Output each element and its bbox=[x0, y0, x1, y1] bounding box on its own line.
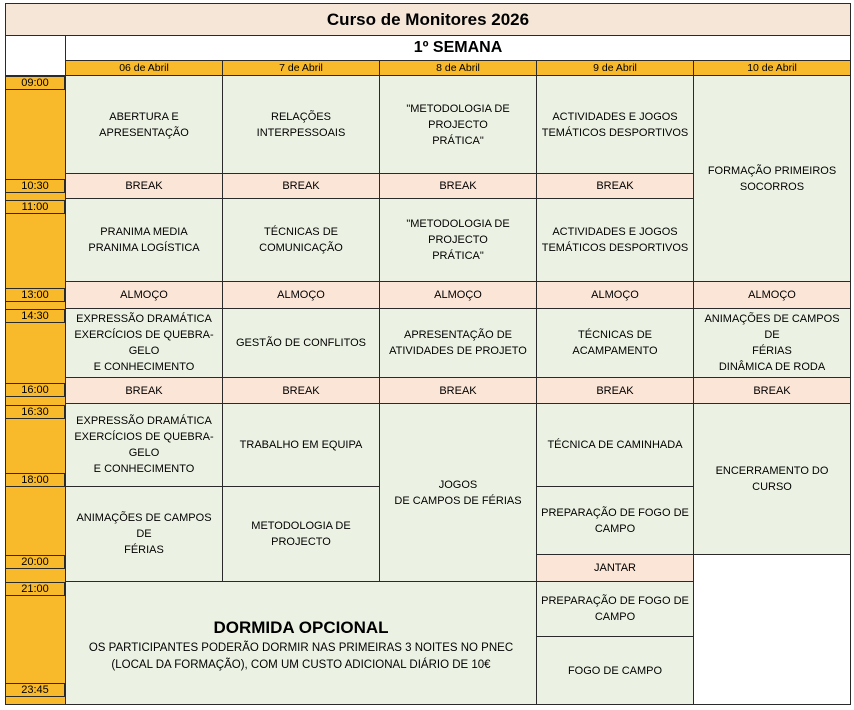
break-cell: BREAK bbox=[693, 377, 851, 404]
day-header-3: 8 de Abril bbox=[379, 60, 537, 76]
time-label: 14:30 bbox=[5, 309, 65, 323]
session-cell: FORMAÇÃO PRIMEIROS SOCORROS bbox=[693, 75, 851, 282]
lunch-cell: ALMOÇO bbox=[693, 281, 851, 309]
break-cell: BREAK bbox=[379, 173, 537, 199]
lunch-cell: ALMOÇO bbox=[65, 281, 223, 309]
time-label: 18:00 bbox=[5, 473, 65, 487]
empty-cell bbox=[693, 554, 851, 705]
break-cell: BREAK bbox=[65, 377, 223, 404]
lunch-cell: ALMOÇO bbox=[222, 281, 380, 309]
time-label: 11:00 bbox=[5, 200, 65, 214]
break-cell: BREAK bbox=[65, 173, 223, 199]
lunch-cell: ALMOÇO bbox=[536, 281, 694, 309]
day-header-2: 7 de Abril bbox=[222, 60, 380, 76]
session-cell: GESTÃO DE CONFLITOS bbox=[222, 308, 380, 378]
dormida-title: DORMIDA OPCIONAL bbox=[213, 618, 389, 637]
session-cell: PREPARAÇÃO DE FOGO DE CAMPO bbox=[536, 486, 694, 555]
time-label: 16:30 bbox=[5, 405, 65, 419]
break-cell: BREAK bbox=[379, 377, 537, 404]
break-cell: BREAK bbox=[536, 377, 694, 404]
session-cell: APRESENTAÇÃO DE ATIVIDADES DE PROJETO bbox=[379, 308, 537, 378]
session-cell: TÉCNICAS DE COMUNICAÇÃO bbox=[222, 198, 380, 282]
session-cell: TÉCNICA DE CAMINHADA bbox=[536, 403, 694, 487]
corner-blank-cell bbox=[5, 35, 66, 76]
session-cell: TÉCNICAS DE ACAMPAMENTO bbox=[536, 308, 694, 378]
session-cell: TRABALHO EM EQUIPA bbox=[222, 403, 380, 487]
session-cell: ACTIVIDADES E JOGOS TEMÁTICOS DESPORTIVOS bbox=[536, 198, 694, 282]
week-header: 1º SEMANA bbox=[65, 35, 851, 61]
time-label: 13:00 bbox=[5, 288, 65, 302]
session-cell: ABERTURA E APRESENTAÇÃO bbox=[65, 75, 223, 174]
lunch-cell: ALMOÇO bbox=[379, 281, 537, 309]
session-cell: ANIMAÇÕES DE CAMPOS DE FÉRIAS DINÂMICA DE RODA bbox=[693, 308, 851, 378]
session-cell: METODOLOGIA DE PROJECTO bbox=[222, 486, 380, 582]
dinner-cell: JANTAR bbox=[536, 554, 694, 582]
session-cell: PREPARAÇÃO DE FOGO DE CAMPO bbox=[536, 581, 694, 637]
break-cell: BREAK bbox=[536, 173, 694, 199]
break-cell: BREAK bbox=[222, 173, 380, 199]
day-header-4: 9 de Abril bbox=[536, 60, 694, 76]
session-cell: "METODOLOGIA DE PROJECTO PRÁTICA" bbox=[379, 75, 537, 174]
day-header-1: 06 de Abril bbox=[65, 60, 223, 76]
dormida-text: OS PARTICIPANTES PODERÃO DORMIR NAS PRIMEIRAS 3 NOITES NO PNEC (LOCAL DA FORMAÇÃO), COM UM CUSTO ADICIONAL DIÁRIO DE 10€ bbox=[88, 642, 514, 671]
session-cell: "METODOLOGIA DE PROJECTO PRÁTICA" bbox=[379, 198, 537, 282]
session-cell: PRANIMA MEDIA PRANIMA LOGÍSTICA bbox=[65, 198, 223, 282]
time-label: 16:00 bbox=[5, 383, 65, 397]
time-label: 21:00 bbox=[5, 582, 65, 596]
break-cell: BREAK bbox=[222, 377, 380, 404]
session-cell: ACTIVIDADES E JOGOS TEMÁTICOS DESPORTIVOS bbox=[536, 75, 694, 174]
day-header-5: 10 de Abril bbox=[693, 60, 851, 76]
session-cell: JOGOS DE CAMPOS DE FÉRIAS bbox=[379, 403, 537, 582]
time-label: 10:30 bbox=[5, 179, 65, 193]
session-cell: RELAÇÕES INTERPESSOAIS bbox=[222, 75, 380, 174]
time-label: 23:45 bbox=[5, 683, 65, 697]
session-cell: ENCERRAMENTO DO CURSO bbox=[693, 403, 851, 555]
dormida-opcional-cell bbox=[65, 581, 537, 705]
session-cell: EXPRESSÃO DRAMÁTICA EXERCÍCIOS DE QUEBRA-GELO E CONHECIMENTO bbox=[65, 308, 223, 378]
time-label: 20:00 bbox=[5, 555, 65, 569]
schedule-title: Curso de Monitores 2026 bbox=[5, 3, 851, 36]
session-cell: EXPRESSÃO DRAMÁTICA EXERCÍCIOS DE QUEBRA-GELO E CONHECIMENTO bbox=[65, 403, 223, 487]
session-cell: FOGO DE CAMPO bbox=[536, 636, 694, 705]
time-label: 09:00 bbox=[5, 76, 65, 90]
session-cell: ANIMAÇÕES DE CAMPOS DE FÉRIAS bbox=[65, 486, 223, 582]
